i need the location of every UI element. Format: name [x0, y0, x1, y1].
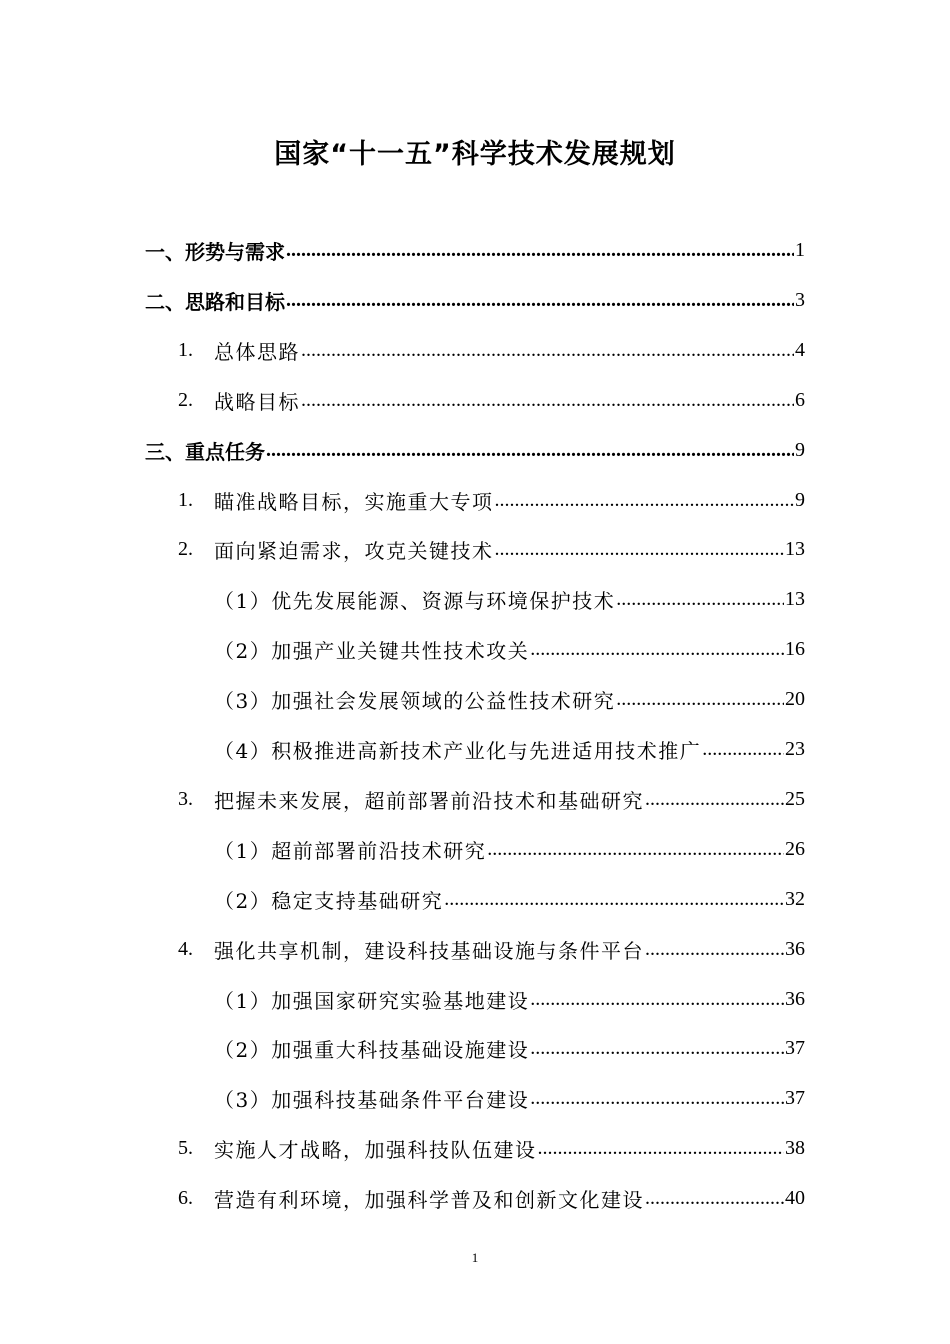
toc-dot-leader — [530, 1087, 784, 1110]
toc-entry-title: 面向紧迫需求，攻克关键技术 — [214, 538, 494, 563]
toc-entry-page: 3 — [795, 288, 805, 311]
toc-entry-page: 36 — [785, 937, 805, 960]
toc-dot-leader — [286, 239, 794, 262]
toc-entry-page: 9 — [795, 438, 805, 461]
toc-entry-page: 13 — [785, 537, 805, 560]
toc-entry-number: 3. — [178, 787, 193, 810]
toc-entry-title: （1）优先发展能源、资源与环境保护技术 — [214, 588, 616, 613]
toc-dot-leader — [286, 289, 794, 312]
toc-entry[interactable] — [214, 874, 805, 924]
toc-entry-page: 1 — [795, 238, 805, 261]
toc-dot-leader — [495, 538, 785, 561]
toc-entry[interactable] — [178, 475, 805, 525]
toc-entry-number: 5. — [178, 1136, 193, 1159]
toc-entry-number: 4. — [178, 937, 193, 960]
toc-dot-leader — [266, 439, 794, 462]
toc-dot-leader — [538, 1137, 785, 1160]
toc-entry-page: 4 — [795, 338, 805, 361]
toc-entry[interactable] — [178, 375, 805, 425]
toc-entry[interactable] — [214, 624, 805, 674]
toc-entry-page: 9 — [795, 488, 805, 511]
toc-dot-leader — [487, 838, 784, 861]
toc-dot-leader — [495, 489, 795, 512]
toc-entry-title: （2）稳定支持基础研究 — [214, 888, 444, 913]
toc-entry[interactable] — [145, 275, 805, 325]
toc-entry[interactable] — [214, 724, 805, 774]
toc-entry-number: 1. — [178, 338, 193, 361]
toc-entry-page: 25 — [785, 787, 805, 810]
toc-entry-number: 6. — [178, 1186, 193, 1209]
toc-entry-title: 二、思路和目标 — [145, 289, 285, 314]
toc-entry[interactable] — [178, 774, 805, 824]
toc-entry-title: 一、形势与需求 — [145, 239, 285, 264]
toc-entry-page: 40 — [785, 1186, 805, 1209]
toc-entry-title: （3）加强科技基础条件平台建设 — [214, 1087, 530, 1112]
toc-dot-leader — [616, 588, 784, 611]
toc-dot-leader — [530, 638, 784, 661]
toc-dot-leader — [301, 389, 794, 412]
toc-entry-title: （4）积极推进高新技术产业化与先进适用技术推广 — [214, 738, 702, 763]
toc-entry[interactable] — [178, 1173, 805, 1223]
toc-entry-title: 瞄准战略目标，实施重大专项 — [214, 489, 494, 514]
toc-entry-number: 2. — [178, 388, 193, 411]
footer-page-number: 1 — [471, 1250, 479, 1265]
toc-entry[interactable] — [178, 524, 805, 574]
toc-entry-title: 三、重点任务 — [145, 439, 265, 464]
toc-entry[interactable] — [178, 924, 805, 974]
toc-entry-title: （3）加强社会发展领域的公益性技术研究 — [214, 688, 616, 713]
toc-entry[interactable] — [214, 574, 805, 624]
toc-entry-page: 16 — [785, 637, 805, 660]
toc-dot-leader — [444, 888, 784, 911]
toc-entry-title: 战略目标 — [214, 389, 300, 414]
toc-entry-page: 38 — [785, 1136, 805, 1159]
toc-entry-page: 36 — [785, 987, 805, 1010]
toc-entry[interactable] — [178, 325, 805, 375]
toc-dot-leader — [645, 788, 784, 811]
toc-entry-page: 32 — [785, 887, 805, 910]
toc-entry-page: 37 — [785, 1036, 805, 1059]
toc-entry-page: 6 — [795, 388, 805, 411]
toc-entry-title: 把握未来发展，超前部署前沿技术和基础研究 — [214, 788, 644, 813]
toc-entry-title: 营造有利环境，加强科学普及和创新文化建设 — [214, 1187, 644, 1212]
toc-entry-title: （2）加强产业关键共性技术攻关 — [214, 638, 530, 663]
toc-entry-title: 总体思路 — [214, 339, 300, 364]
toc-entry[interactable] — [214, 674, 805, 724]
toc-dot-leader — [530, 1037, 784, 1060]
toc-dot-leader — [645, 1187, 784, 1210]
toc-dot-leader — [301, 339, 794, 362]
toc-dot-leader — [616, 688, 784, 711]
toc-entry[interactable] — [145, 425, 805, 475]
toc-entry-page: 37 — [785, 1086, 805, 1109]
toc-entry-title: 实施人才战略，加强科技队伍建设 — [214, 1137, 537, 1162]
toc-entry[interactable] — [214, 1023, 805, 1073]
toc-dot-leader — [645, 938, 784, 961]
toc-entry-number: 2. — [178, 537, 193, 560]
toc-entry[interactable] — [145, 225, 805, 275]
page-title: 国家“十一五”科学技术发展规划 — [274, 139, 676, 170]
toc-entry[interactable] — [214, 1073, 805, 1123]
toc-entry-page: 23 — [785, 737, 805, 760]
toc-entry-number: 1. — [178, 488, 193, 511]
toc-entry[interactable] — [214, 824, 805, 874]
toc-dot-leader — [702, 738, 784, 761]
toc-entry-page: 20 — [785, 687, 805, 710]
toc-dot-leader — [530, 988, 784, 1011]
toc-entry-title: （1）加强国家研究实验基地建设 — [214, 988, 530, 1013]
toc-entry[interactable] — [178, 1123, 805, 1173]
toc-entry-title: （1）超前部署前沿技术研究 — [214, 838, 487, 863]
toc-entry-title: 强化共享机制，建设科技基础设施与条件平台 — [214, 938, 644, 963]
toc-entry-page: 26 — [785, 837, 805, 860]
toc-entry[interactable] — [214, 974, 805, 1024]
toc-entry-page: 13 — [785, 587, 805, 610]
toc-entry-title: （2）加强重大科技基础设施建设 — [214, 1037, 530, 1062]
